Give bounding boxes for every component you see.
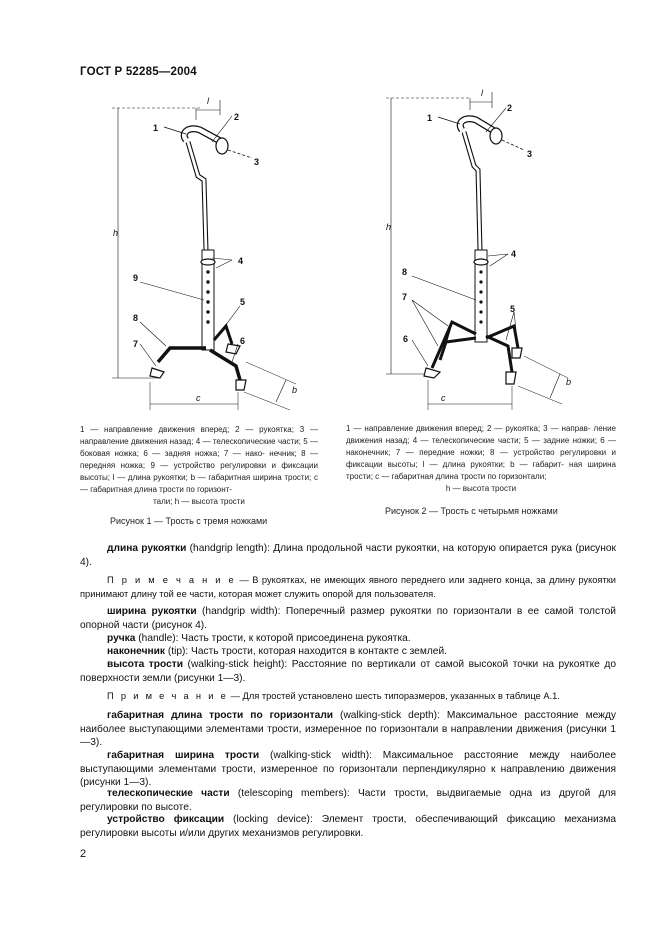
document-header: ГОСТ Р 52285—2004 (80, 66, 197, 78)
definition-walking-stick-depth (80, 709, 616, 750)
figure-1-legend (80, 424, 318, 508)
fig2-label-h: h (386, 222, 392, 232)
note-handgrip-length (80, 574, 616, 601)
figure-2-legend (346, 423, 616, 495)
definition-text: (handgrip width): Поперечный размер рукоятки по горизонтали в ее самой толстой опорной части (рисунок 4). (80, 606, 616, 631)
figure-2-title: Рисунок 2 — Трость с четырьмя ножками (385, 506, 558, 516)
fig2-label-c: c (441, 393, 446, 403)
definition-text: (handle): Часть трости, к которой присоединена рукоятка. (135, 633, 411, 644)
term: высота трости (107, 659, 184, 670)
fig1-label-8: 8 (133, 313, 139, 323)
fig1-label-1: 1 (153, 123, 159, 133)
note-label: П р и м е ч а н и е (107, 691, 229, 701)
fig1-label-6: 6 (240, 336, 246, 346)
fig1-label-4: 4 (238, 256, 244, 266)
fig2-label-3: 3 (527, 149, 533, 159)
fig2-label-2: 2 (507, 103, 513, 113)
term: ручка (107, 633, 136, 644)
note-text: — В рукоятках, не имеющих явного переднего или заднего конца, за длину рукоятки принимают длину той ее части, которая может служить опорой для пользователя. (80, 575, 616, 599)
definition-handle (80, 632, 616, 646)
figure-2-drawing (0, 0, 661, 420)
legend-line: 3 — направление движения назад; 4 — телескопические (80, 425, 319, 446)
term: наконечник (107, 646, 166, 657)
page-number: 2 (80, 848, 87, 860)
definition-text: (walking-stick width): Максимальное расстояние между наиболее выступающими элементами трости, измеренное по горизонтали перпендикулярно к направлению движения (рисунки 1—3). (80, 750, 617, 789)
fig1-label-2: 2 (234, 112, 240, 122)
definition-locking-device (80, 813, 616, 840)
term: ширина рукоятки (107, 606, 197, 617)
legend-line: ление движения назад; 4 — телескопические части; 5 — задние (346, 424, 616, 445)
fig1-label-l: l (207, 96, 209, 106)
definition-telescoping-members (80, 787, 616, 814)
definition-text: (locking device): Элемент трости, обеспечивающий фиксацию механизма регулировки высоты и/или других механизмов регулировки. (80, 814, 616, 839)
legend-line: 1 — направление движения вперед; 2 — рукоятка; 3 — направ- (346, 424, 591, 433)
legend-line: h — высота трости (445, 484, 517, 493)
legend-line: ширина трости; c — габаритная длина трости по горизонт- (80, 473, 318, 494)
definition-handgrip-length (80, 542, 616, 569)
term: габаритная длина трости по горизонтали (107, 710, 334, 721)
legend-line: части; 5 — боковая ножка; 6 — задняя ножка; 7 — нако- (80, 437, 318, 458)
definition-handgrip-width (80, 605, 616, 632)
legend-line: регулировки и фиксации высоты; l — длина рукоятки; b — габарит- (346, 448, 616, 469)
fig2-label-l: l (481, 88, 483, 98)
fig1-label-5: 5 (240, 297, 246, 307)
definition-text: (walking-stick depth): Максимальное расстояние между наиболее выступающими элементами трости, измеренное по горизонтали в направлении движения (рисунки 1—3). (80, 710, 616, 749)
note-label: П р и м е ч а н и е (107, 575, 237, 585)
fig2-label-1: 1 (427, 113, 433, 123)
definition-text: (walking-stick height): Расстояние по вертикали от самой высокой точки на рукоятке до поверхности земли (рисунки 1—3). (80, 659, 616, 684)
fig1-label-9: 9 (133, 273, 139, 283)
fig2-label-5: 5 (510, 304, 516, 314)
fig1-label-7: 7 (133, 339, 139, 349)
fig2-label-6: 6 (403, 334, 409, 344)
term: длина рукоятки (107, 543, 187, 554)
definition-text: (telescoping members): Части трости, выдвигаемые одна из другой для регулировки по высоте. (80, 788, 617, 813)
term: устройство фиксации (107, 814, 225, 825)
definition-tip (80, 645, 616, 659)
fig2-label-4: 4 (511, 249, 517, 259)
definition-text: (tip): Часть трости, которая находится в контакте с землей. (165, 646, 447, 657)
figure-1-title: Рисунок 1 — Трость с тремя ножками (110, 516, 268, 526)
legend-line: 1 — направление движения вперед; 2 — рукоятка; (80, 425, 294, 434)
fig1-label-3: 3 (254, 157, 260, 167)
note-sizes (80, 690, 616, 704)
term: габаритная ширина трости (107, 750, 260, 761)
fig2-label-7: 7 (402, 292, 408, 302)
fig2-label-8: 8 (402, 267, 408, 277)
legend-line: ная ширина трости; c — габаритная длина трости по горизонтали; (346, 460, 616, 481)
note-text: — Для тростей установлено шесть типоразмеров, указанных в таблице А.1. (228, 691, 560, 701)
definition-text: (handgrip length): Длина продольной части рукоятки, на которую опирается рука (рисунок 4). (80, 543, 617, 568)
legend-line: и фиксации высоты; l — длина рукоятки; b — габаритная (80, 461, 318, 482)
definition-walking-stick-width (80, 749, 616, 790)
fig2-label-b: b (566, 377, 572, 387)
term: телескопические части (107, 788, 230, 799)
legend-line: нечник; 8 — передняя ножка; 9 — устройство регулировки (80, 449, 318, 470)
definition-walking-stick-height (80, 658, 616, 685)
legend-line: ножки; 6 — наконечник; 7 — передние ножки; 8 — устройство (346, 436, 617, 457)
fig1-label-b: b (292, 385, 298, 395)
legend-line: тали; h — высота трости (153, 497, 245, 506)
four-legged-cane-diagram (0, 0, 661, 420)
fig1-label-h: h (113, 228, 119, 238)
fig1-label-c: c (196, 393, 201, 403)
